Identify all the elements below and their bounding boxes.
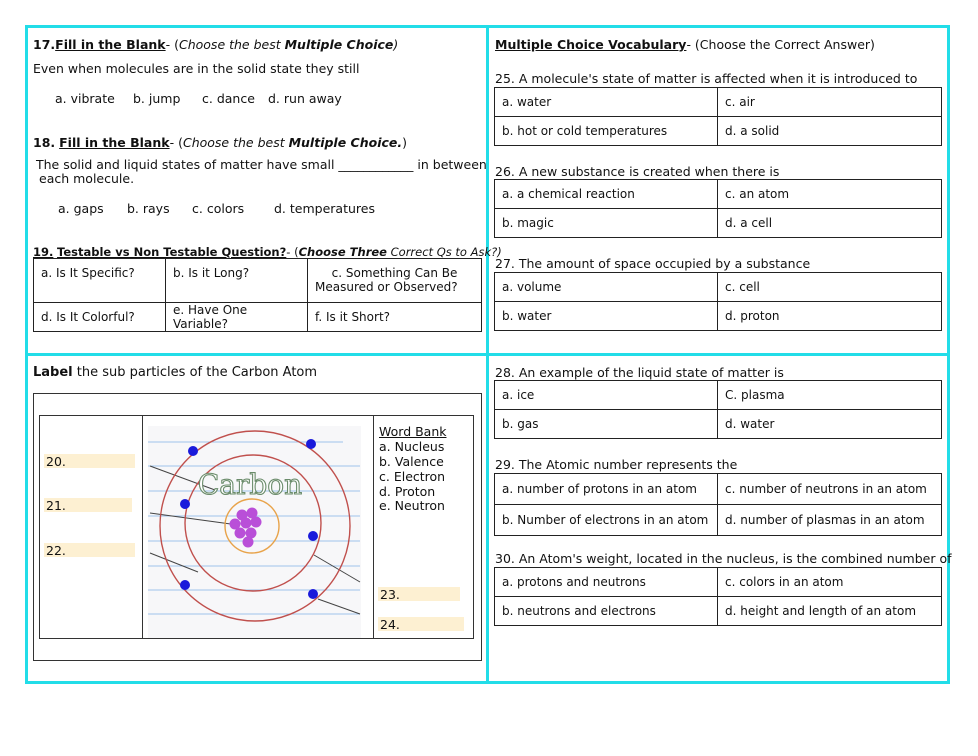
q18-instr-pre: - ( [169,135,183,150]
label-slot-24[interactable]: 24. [378,617,464,631]
q18-question-line2: each molecule. [39,171,135,186]
q18-option-b[interactable]: b. rays [127,201,170,216]
q29-question: 29. The Atomic number represents the [495,457,738,472]
q26-question: 26. A new substance is created when there is [495,164,780,179]
word-bank-b: b. Valence [379,454,444,469]
q18-number: 18. [33,135,56,150]
q19-instr-it: Correct Qs to Ask?) [386,245,502,259]
q18-instr-it: Choose the best [182,135,289,150]
word-bank-title: Word Bank [379,424,447,439]
vocab-instruction: - (Choose the Correct Answer) [686,37,875,52]
q17-instr-bold: Multiple Choice [284,37,394,52]
q27-option-c[interactable]: c. cell [718,273,942,302]
vocab-title: Multiple Choice Vocabulary [495,37,687,52]
carbon-heading-bold: Label [33,365,73,380]
q28-option-c[interactable]: C. plasma [718,381,942,410]
q29-table [494,473,942,536]
q25-option-a[interactable]: a. water [495,88,718,117]
q26-option-a[interactable]: a. a chemical reaction [495,180,718,209]
q30-option-d[interactable]: d. height and length of an atom [718,597,942,626]
label-slot-23[interactable]: 23. [378,587,460,601]
q29-option-a[interactable]: a. number of protons in an atom [495,474,718,505]
q19-cell-e[interactable]: e. Have One Variable? [166,303,308,332]
q28-table [494,380,942,439]
q19-cell-b[interactable]: b. Is it Long? [166,259,308,303]
q27-option-a[interactable]: a. volume [495,273,718,302]
word-bank-a: a. Nucleus [379,439,445,454]
q18-instr-bold: Multiple Choice. [288,135,403,150]
q18-option-d[interactable]: d. temperatures [274,201,375,216]
vocab-header [495,37,875,52]
q19-instr-pre: - ( [286,245,299,259]
q26-table [494,179,942,238]
word-bank-e: e. Neutron [379,498,445,513]
q25-option-b[interactable]: b. hot or cold temperatures [495,117,718,146]
q26-option-d[interactable]: d. a cell [718,209,942,238]
q26-option-c[interactable]: c. an atom [718,180,942,209]
q25-option-c[interactable]: c. air [718,88,942,117]
word-bank-d: d. Proton [379,484,436,499]
q30-option-a[interactable]: a. protons and neutrons [495,568,718,597]
q27-question: 27. The amount of space occupied by a substance [495,256,811,271]
q19-cell-d[interactable]: d. Is It Colorful? [34,303,166,332]
q25-option-d[interactable]: d. a solid [718,117,942,146]
q30-table [494,567,942,626]
q19-number: 19. [33,245,54,259]
label-slot-22[interactable]: 22. [44,543,135,557]
label-slot-20[interactable]: 20. [44,454,135,468]
q18-option-a[interactable]: a. gaps [58,201,104,216]
q17-option-b[interactable]: b. jump [133,91,181,106]
q28-option-d[interactable]: d. water [718,410,942,439]
q18-title: Fill in the Blank [59,135,170,150]
q29-option-d[interactable]: d. number of plasmas in an atom [718,505,942,536]
q30-option-b[interactable]: b. neutrons and electrons [495,597,718,626]
q17-instr-pre: - ( [165,37,179,52]
q19-title: Testable vs Non Testable Question? [57,245,287,259]
q17-question: Even when molecules are in the solid state they still [33,61,360,76]
q19-instr-bold: Choose Three [298,245,387,259]
q19-cell-c-line2: Measured or Observed? [315,280,458,294]
q26-option-b[interactable]: b. magic [495,209,718,238]
q17-instr-post: ) [393,37,399,52]
word-bank-c: c. Electron [379,469,446,484]
q27-table [494,272,942,331]
q19-cell-c-line1: c. Something Can Be [331,266,458,280]
q18-option-c[interactable]: c. colors [192,201,245,216]
q25-question: 25. A molecule's state of matter is affected when it is introduced to [495,71,918,86]
q30-option-c[interactable]: c. colors in an atom [718,568,942,597]
q27-option-b[interactable]: b. water [495,302,718,331]
q18-question-line1: The solid and liquid states of matter have small ____________ in between [36,157,487,172]
q28-option-b[interactable]: b. gas [495,410,718,439]
q19-cell-a[interactable]: a. Is It Specific? [34,259,166,303]
q17-option-c[interactable]: c. dance [202,91,255,106]
q27-option-d[interactable]: d. proton [718,302,942,331]
q17-number: 17. [33,37,56,52]
q29-option-c[interactable]: c. number of neutrons in an atom [718,474,942,505]
carbon-heading-rest: the sub particles of the Carbon Atom [72,365,318,380]
q28-option-a[interactable]: a. ice [495,381,718,410]
q30-question: 30. An Atom's weight, located in the nucleus, is the combined number of [495,551,952,566]
q28-question: 28. An example of the liquid state of matter is [495,365,784,380]
label-slot-21[interactable]: 21. [44,498,132,512]
q19-cell-f[interactable]: f. Is it Short? [308,303,482,332]
q17-option-a[interactable]: a. vibrate [55,91,115,106]
q17-option-d[interactable]: d. run away [268,91,342,106]
q25-table [494,87,942,146]
q17-title: Fill in the Blank [55,37,166,52]
q18-instr-post: ) [402,135,408,150]
q17-instr-it: Choose the best [178,37,285,52]
q29-option-b[interactable]: b. Number of electrons in an atom [495,505,718,536]
carbon-atom-label: Carbon [197,468,303,501]
